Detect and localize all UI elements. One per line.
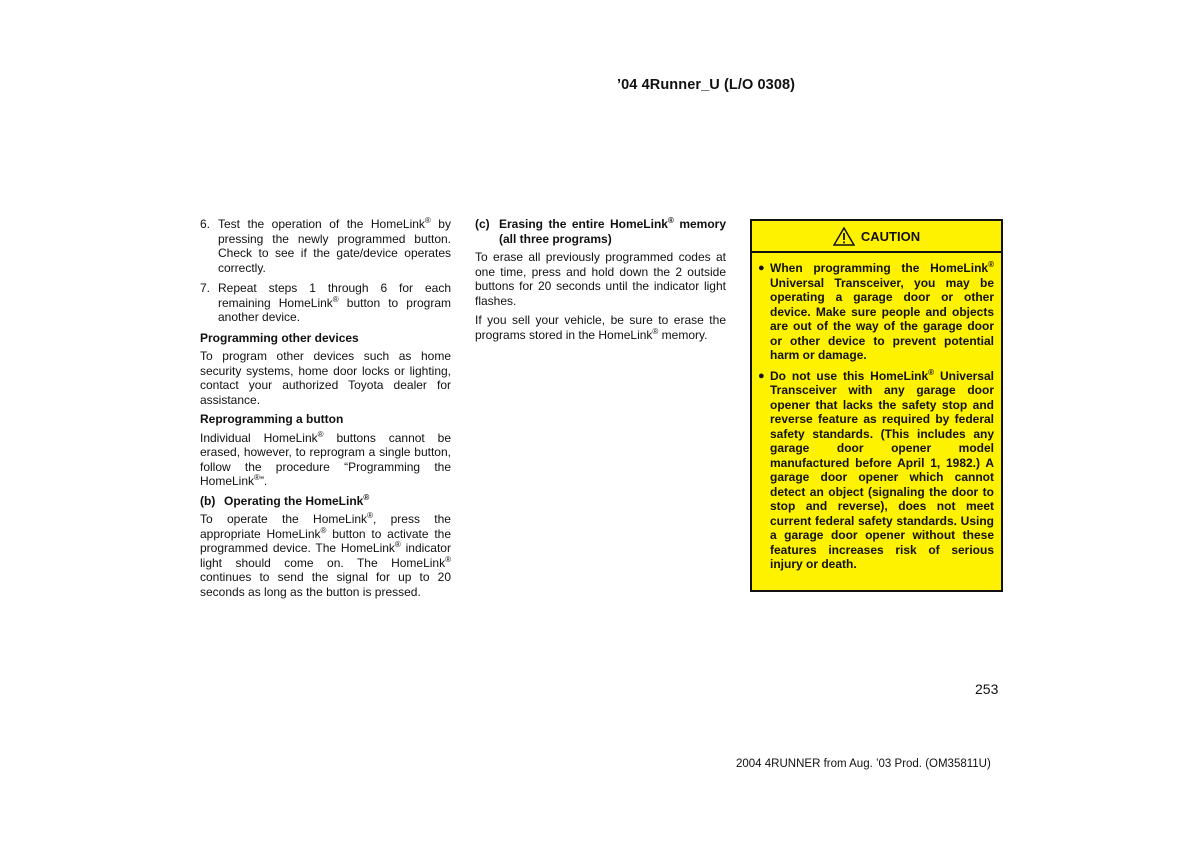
caution-bullet-text: When programming the HomeLink® Universal Transceiver, you may be operating a garage door or other device. Make sure people and objects are out of the way of the garage door or other device to prevent potential harm or damage. <box>770 260 994 362</box>
step-6 <box>200 217 451 275</box>
caution-bullet <box>758 369 994 572</box>
operating-text: To operate the HomeLink®, press the appropriate HomeLink® button to activate the programmed device. The HomeLink® indicator light should come on. The HomeLink® continues to send the signal for up to 20 seconds as long as the button is pressed. <box>200 511 451 599</box>
step-text: Repeat steps 1 through 6 for each remaining HomeLink® button to program another device. <box>218 281 451 324</box>
programming-other-heading: Programming other devices <box>200 330 359 345</box>
step-number: 7. <box>200 281 211 295</box>
bullet-dot: ● <box>758 262 765 274</box>
caution-title: CAUTION <box>860 228 921 244</box>
step-text: Test the operation of the HomeLink® by pressing the newly programmed button. Check to see if the gate/device operates correctly. <box>218 216 451 275</box>
reprogramming-text: Individual HomeLink® buttons cannot be erased, however, to reprogram a single button, follow the procedure “Programming the HomeLink®”. <box>200 429 451 488</box>
warning-triangle-icon <box>833 227 855 246</box>
step-7 <box>200 281 451 325</box>
programming-other-text: To program other devices such as home security systems, home door locks or lighting, contact your authorized Toyota dealer for assistance. <box>200 349 451 407</box>
operating-heading: (b) Operating the HomeLink® <box>200 492 370 508</box>
page-number: 253 <box>975 681 999 697</box>
reprogramming-heading: Reprogramming a button <box>200 412 344 426</box>
sell-vehicle-text: If you sell your vehicle, be sure to erase the programs stored in the HomeLink® memory. <box>475 313 726 342</box>
left-column <box>200 217 451 604</box>
bullet-dot: ● <box>758 369 765 382</box>
document-header: ’04 4Runner_U (L/O 0308) <box>617 77 796 93</box>
erase-text: To erase all previously programmed codes at one time, press and hold down the 2 outside buttons for 20 seconds until the indicator light flashes. <box>475 250 726 308</box>
caution-box <box>750 219 1003 592</box>
erasing-heading: (c) Erasing the entire HomeLink® memory (all three programs) <box>475 216 727 246</box>
step-number: 6. <box>200 217 211 231</box>
footer: 2004 4RUNNER from Aug. ’03 Prod. (OM35811U) <box>736 758 991 770</box>
caution-bullet-text: Do not use this HomeLink® Universal Transceiver with any garage door opener that lacks the safety stop and reverse feature as required by federal safety standards. (This includes any garage door opener model manufactured before April 1, 1982.) A garage door opener which cannot detect an object (signaling the door to stop and reverse), does not meet current federal safety standards. Using a garage door opener without these features increases risk of serious injury or death. <box>770 367 994 571</box>
caution-header <box>752 221 1001 253</box>
middle-column <box>475 217 726 347</box>
caution-body <box>752 253 1001 572</box>
caution-bullet <box>758 261 994 363</box>
